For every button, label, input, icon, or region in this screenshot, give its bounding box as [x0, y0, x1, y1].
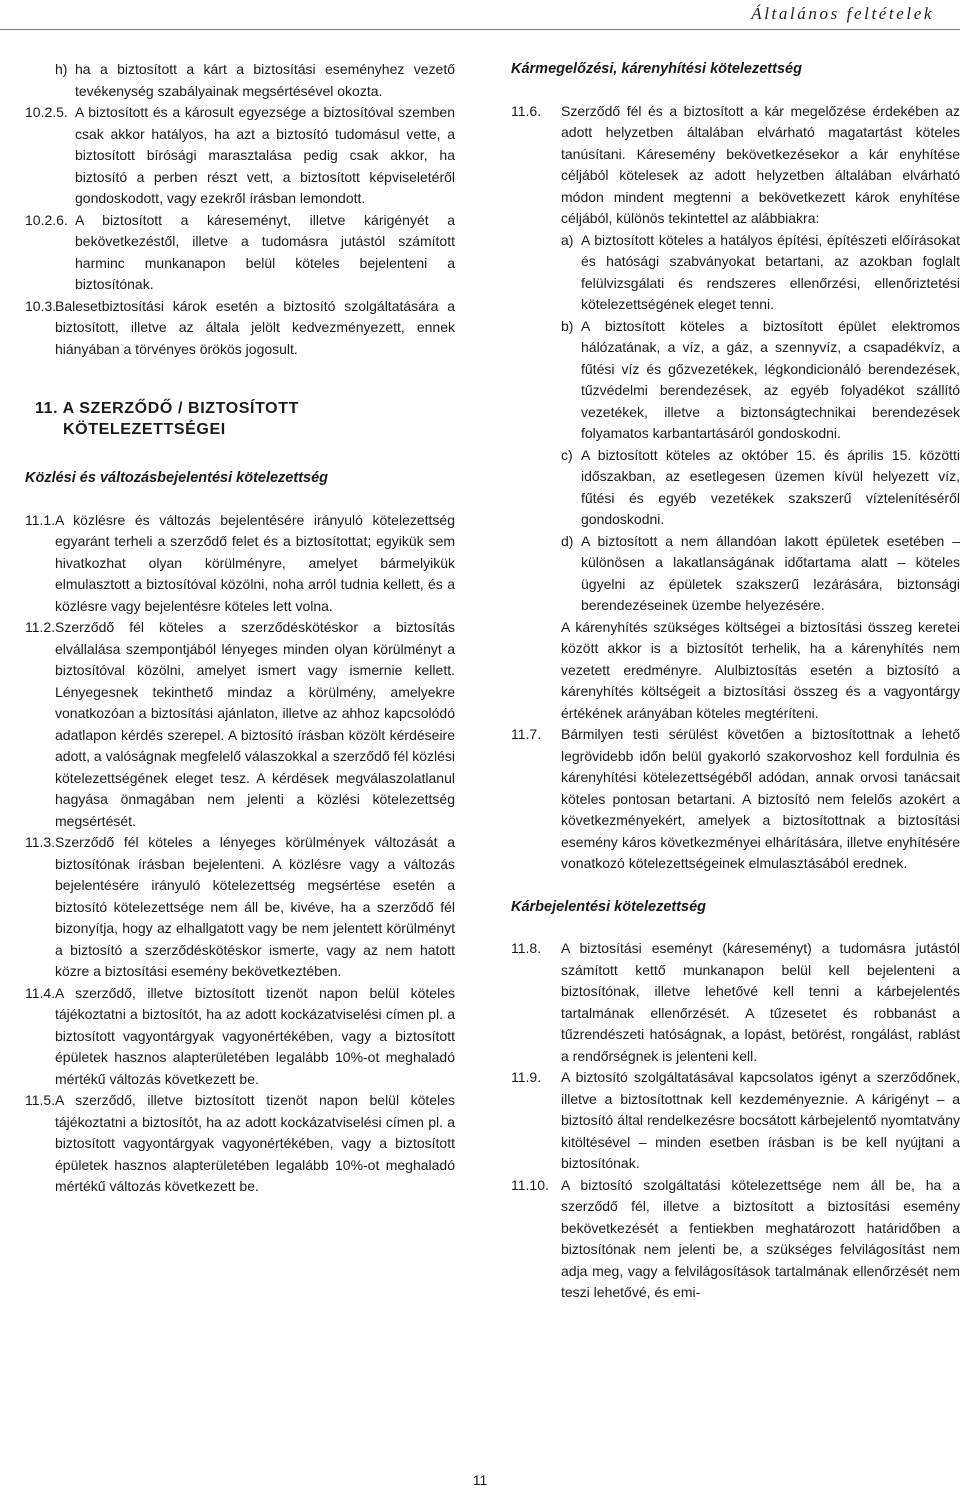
clause-10-2-6: [25, 210, 455, 296]
clause-text: Szerződő fél köteles a lényeges körülmények változását a biztosítónak írásban bejelenteni. A közlésre vagy a változás bejelentésére irányuló kötelezettség megsértése esetén a biztosító kötelezettsége nem áll be, kivéve, ha a szerződő fél bizonyítja, hogy az elhallgatott vagy be nem jelentett körülményt a biztosító a szerződéskötéskor ismerte, vagy az nem hatott közre a biztosítási esemény bekövetkeztében.: [55, 834, 455, 979]
subheading-disclosure: Közlési és változásbejelentési kötelezettség: [25, 470, 329, 486]
clause-number: 10.2.5.: [25, 104, 68, 120]
right-column: [511, 59, 960, 1304]
clause-text: Szerződő fél köteles a szerződéskötéskor a biztosítás elvállalása szempontjából lényeges minden olyan körülményt a biztosítóval közölni, amelyet ismert vagy ismernie kellett. Lényegesnek tekinthető mindaz a körülmény, amelyekre vonatkozóan a biztosítási ajánlaton, illetve az ahhoz kapcsolódó adatlapon kérdés szerepel. A biztosító írásban közölt kérdéseire adott, a valóságnak megfelelő válaszokkal a szerződő fél közlési kötelezettségének eleget tesz. A kérdések megválaszolatlanul hagyása önmagában nem jelenti a közlési kötelezettség megsértését.: [55, 619, 455, 829]
clause-number: 11.4.: [25, 984, 56, 1001]
clause-11-5: [25, 1090, 455, 1198]
left-column: [25, 59, 455, 1198]
clause-11-6: [511, 101, 960, 725]
item-letter: b): [561, 317, 574, 334]
clause-number: 11.9.: [511, 1069, 542, 1085]
clause-11-8: [511, 938, 960, 1067]
clause-text: A biztosított és a károsult egyezsége a biztosítóval szemben csak akkor hatályos, ha azt a biztosító tudomásul vette, a biztosított bírósági marasztalása pedig csak akkor, ha biztosító a perben részt vett, a biztosított képviseletéről gondoskodott, vagy ezekről írásban lemondott.: [75, 104, 455, 206]
list-item-d: [561, 531, 960, 617]
clause-text: Bármilyen testi sérülést követően a biztosítottnak a lehető legrövidebb időn belül gyakorló szakorvoshoz kell fordulnia és kárenyhítési kötelezettségéből adódan, annak orvosi tanácsait köteles pontosan betartani. A biztosító nem felelős azokért a következményekért, amelyek a biztosítottnak a biztosítási esemény káros következményei elhárítására, illetve enyhítésére vonatkozó kötelezettségeinek elmulasztásából erednek.: [561, 726, 960, 871]
clause-text: A biztosított a káreseményt, illetve kárigényét a bekövetkezéstől, illetve a tudomásra jutástól számított harminc munkanapon belül köteles bejelenteni a biztosítónak.: [75, 211, 455, 292]
clause-number: 11.5.: [25, 1092, 56, 1108]
clause-text: A szerződő, illetve biztosított tizenöt napon belül köteles tájékoztatni a biztosítót, ha az adott kockázatviselési címen pl. a biztosított vagyontárgyak vagyonértékében, vagy a biztosított épületek hasznos alapterületében legalább 10%-ot meghaladó mértékű változás következett be.: [55, 984, 455, 1087]
section-heading-line-2: KÖTELEZETTSÉGEI: [63, 421, 226, 438]
section-heading-line-1: 11. A SZERZŐDŐ / BIZTOSÍTOTT: [35, 400, 299, 417]
clause-10-2-5: [25, 102, 455, 210]
clause-closing-text: A kárenyhítés szükséges költségei a biztosítási összeg keretei között akkor is a biztosítót terhelik, ha a kárenyhítés nem vezetett eredményre. Alulbiztosítás esetén a biztosító a kárenyhítés költségeit a biztosítási összeg és a vagyontárgy értékének arányában köteles megtéríteni.: [561, 618, 960, 721]
clause-text: Szerződő fél és a biztosított a kár megelőzése érdekében az adott helyzetben általában elvárható magatartást köteles tanúsítani. Káresemény bekövetkezésekor a kár enyhítése céljából kötelesek az adott helyzetben általában elvárható módon mindent megtenni a bekövetkezett károk enyhítése céljából, különös tekintettel az alábbiakra:: [561, 102, 960, 226]
clause-text: A közlésre és változás bejelentésére irányuló kötelezettség egyaránt terheli a szerződő felet és a biztosítottat; egyikük sem hivatkozhat olyan körülményre, amelyet bármelyikük elmulasztott a biztosítóval közölni, noha arról tudnia kellett, és a közlésre vagy bejelentésre köteles lett volna.: [55, 511, 455, 614]
clause-text: Balesetbiztosítási károk esetén a biztosító szolgáltatására a biztosított, illetve az általa jelölt kedvezményezett, ennek hiányában a törvényes örökös jogosult.: [55, 297, 455, 357]
page-header: [0, 0, 960, 30]
clause-text: A biztosítási eseményt (káreseményt) a tudomásra jutástól számított kettő munkanapon belül kell bejelenteni a biztosítónak, illetve lehetővé kell tenni a kárbejelentés tartalmának ellenőrzését. A tűzesetet és robbanást a tűzrendészeti hatóságnak, a lopást, betörést, rongálást, rablást a rendőrségnek is jelenteni kell.: [561, 940, 960, 1064]
item-text: A biztosított köteles a hatályos építési, építészeti előírásokat és hatósági szabványokat betartani, az azokban foglalt felülvizsgálati és rendszeres ellenőrzési, ellenőriztetési kötelezettségének eleget tenni.: [581, 231, 960, 312]
clause-11-2: [25, 617, 455, 832]
clause-11-10: [511, 1175, 960, 1304]
clause-11-7: [511, 724, 960, 875]
clause-text: A biztosító szolgáltatási kötelezettsége nem áll be, ha a szerződő fél, illetve a biztosított a biztosítási esemény bekövetkezését a fentiekben meghatározott határidőben a biztosítónak nem jelenti be, a szükséges felvilágosítást nem adja meg, vagy a felvilágosítások tartalmának ellenőrzését nem teszi lehetővé, és emi-: [561, 1176, 960, 1300]
list-item-b: [561, 316, 960, 445]
clause-text: A biztosító szolgáltatásával kapcsolatos igényt a szerződőnek, illetve a biztosítottnak kell kezdeményeznie. A kárigényt – a biztosító által rendelkezésre bocsátott kárbejelentő nyomtatvány kitöltésével – minden esetben írásban is be kell nyújtani a biztosítónak.: [561, 1069, 960, 1171]
clause-11-4: [25, 983, 455, 1091]
item-letter: h): [55, 61, 68, 77]
clause-number: 11.3.: [25, 834, 56, 850]
clause-number: 11.1.: [25, 511, 56, 528]
clause-11-3: [25, 832, 455, 983]
header-title: Általános feltételek: [751, 4, 934, 23]
item-letter: a): [561, 231, 574, 248]
item-text: ha a biztosított a kárt a biztosítási eseményhez vezető tevékenység szabályainak megsértésével okozta.: [75, 61, 455, 99]
subheading-claim-reporting: Kárbejelentési kötelezettség: [511, 898, 707, 915]
clause-number: 11.2.: [25, 619, 56, 635]
list-item-h: [55, 59, 455, 102]
item-letter: c): [561, 446, 573, 463]
clause-number: 11.7.: [511, 726, 542, 742]
item-text: A biztosított köteles az október 15. és április 15. közötti időszakban, az esetlegesen üzemen kívül helyezett víz, fűtési és egyéb vezetékek szakszerű víztelenítéséről gondoskodni.: [581, 446, 960, 527]
clause-11-1: [25, 510, 455, 618]
section-heading: [35, 398, 455, 440]
item-text: A biztosított a nem állandóan lakott épületek esetében – különösen a lakatlanságának időtartama alatt – köteles ügyelni az épületek szakszerű lezárására, biztonsági berendezéseinek üzembe helyezésére.: [581, 532, 960, 613]
clause-number: 11.8.: [511, 940, 542, 956]
clause-10-3: [25, 296, 455, 361]
list-item-c: [561, 445, 960, 531]
clause-number: 10.3.: [25, 297, 57, 314]
page-number: 11: [472, 1472, 488, 1488]
clause-number: 11.6.: [511, 102, 542, 119]
list-item-a: [561, 230, 960, 316]
clause-number: 10.2.6.: [25, 211, 68, 228]
clause-11-9: [511, 1067, 960, 1175]
subheading-damage-prevention: Kármegelőzési, kárenyhítési kötelezettség: [511, 61, 802, 77]
item-letter: d): [561, 532, 574, 549]
clause-text: A szerződő, illetve biztosított tizenöt napon belül köteles tájékoztatni a biztosítót, ha az adott kockázatviselési címen pl. a biztosított vagyontárgyak vagyonértékében, vagy a biztosított épületek hasznos alapterületében legalább 10%-ot meghaladó mértékű változás következett be.: [55, 1092, 455, 1194]
clause-number: 11.10.: [511, 1176, 549, 1193]
item-text: A biztosított köteles a biztosított épület elektromos hálózatának, a víz, a gáz, a szennyvíz, a csapadékvíz, a fűtési víz és gőzvezetékek, légkondicionáló berendezések, tűzvédelmi berendezések, az egyéb folyadékot szállító vezetékek, illetve a biztonságtechnikai berendezések folyamatos karbantartásáról gondoskodni.: [581, 317, 960, 441]
